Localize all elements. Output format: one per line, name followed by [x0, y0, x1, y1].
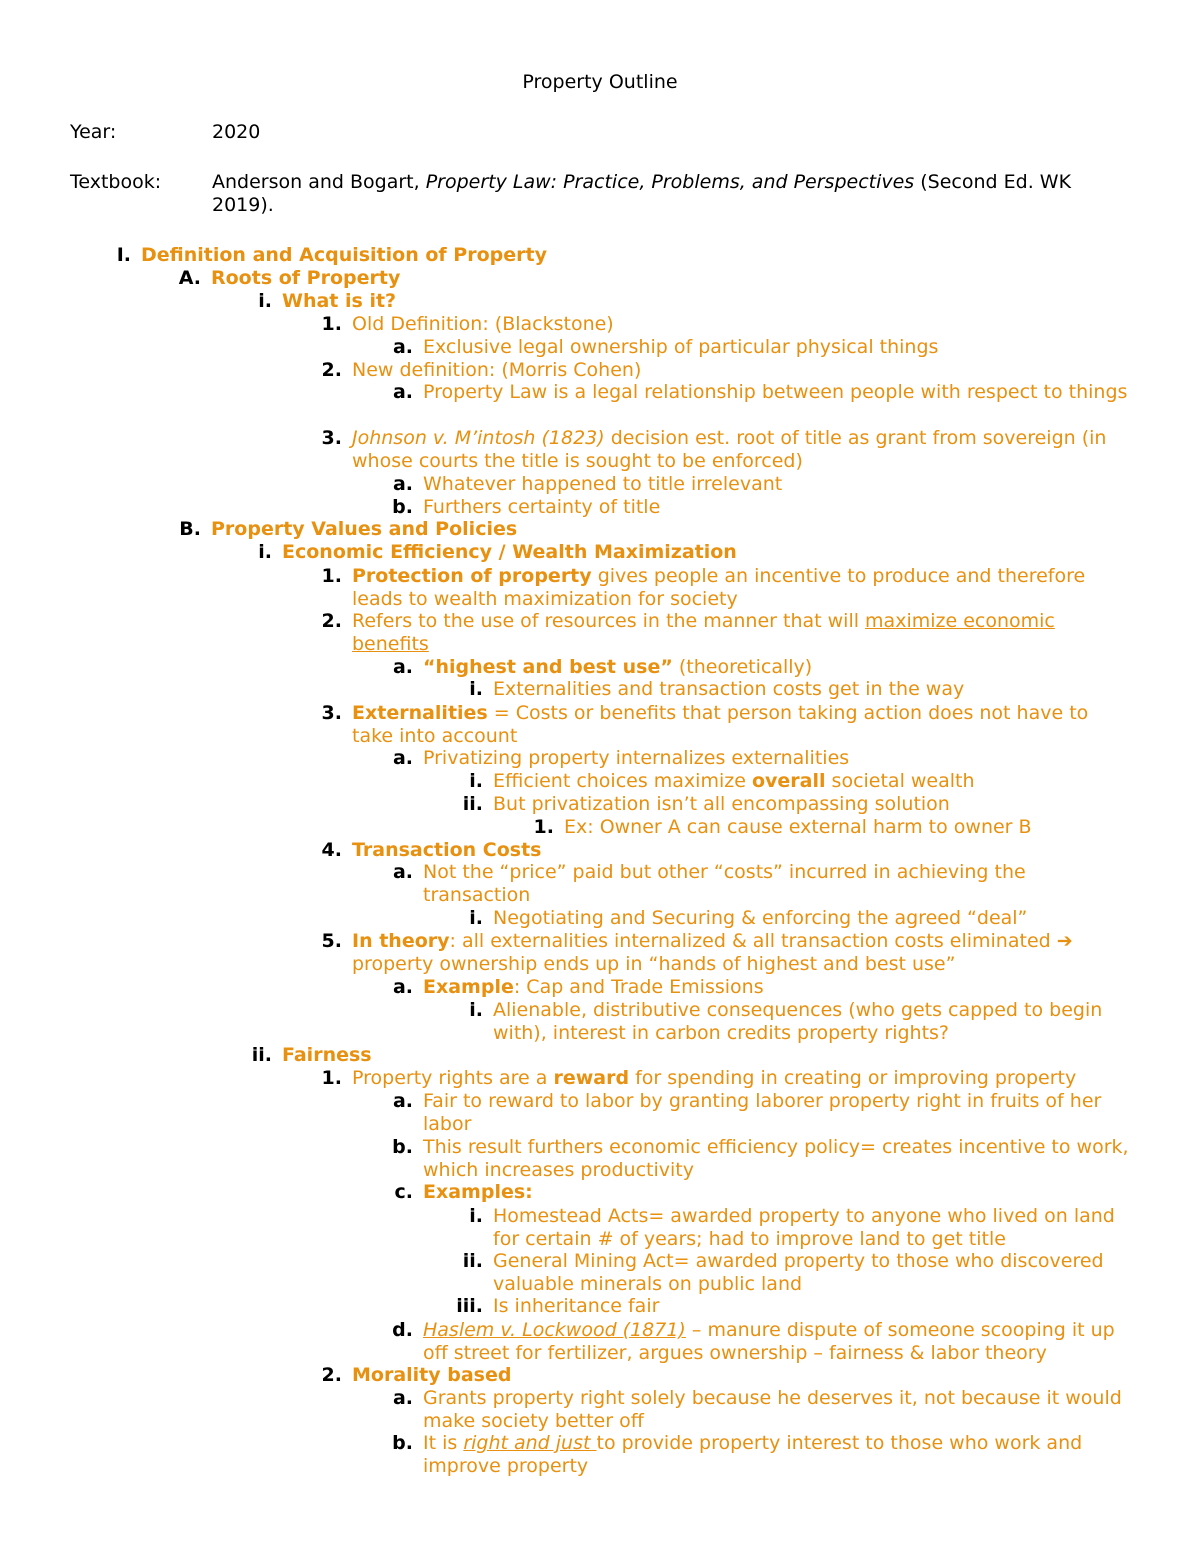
outline-text [352, 930, 1130, 976]
outline-text [352, 702, 1130, 748]
outline-marker: 4. [321, 839, 342, 861]
outline-marker: 3. [321, 427, 342, 449]
outline-item [533, 816, 1130, 839]
textbook-citation [212, 171, 1112, 217]
outline-text-rest: for spending in creating or improving property [629, 1067, 1077, 1089]
outline-text: Property Law is a legal relationship between people with respect to things [423, 381, 1128, 403]
outline-marker: i. [469, 1205, 483, 1227]
outline-item [392, 1387, 1130, 1433]
outline-marker: a. [392, 1090, 413, 1112]
outline-marker: a. [392, 1387, 413, 1409]
outline-text: Furthers certainty of title [423, 496, 661, 518]
case-name: Haslem v. Lockwood (1871) [423, 1319, 686, 1341]
outline-item [392, 1090, 1130, 1136]
textbook-title: Property Law: Practice, Problems, and Perspectives [425, 171, 915, 193]
outline-item [392, 861, 1130, 907]
outline-text [352, 427, 1130, 473]
outline-text: Ex: Owner A can cause external harm to owner B [564, 816, 1032, 838]
outline-marker: 2. [321, 610, 342, 632]
outline-text-rest: societal wealth [825, 770, 975, 792]
outline-marker: d. [392, 1319, 413, 1341]
year-value: 2020 [212, 121, 261, 143]
outline-marker: 2. [321, 1364, 342, 1386]
outline-item [392, 1319, 1130, 1365]
outline-item [392, 1432, 1130, 1478]
outline-marker: 1. [321, 1067, 342, 1089]
document-title: Property Outline [522, 71, 678, 93]
outline-marker: b. [392, 1432, 413, 1454]
outline-text-rest: : Cap and Trade Emissions [513, 976, 764, 998]
outline-text: Privatizing property internalizes externalities [423, 747, 850, 769]
bold-term: In theory [352, 930, 450, 952]
outline-marker: b. [392, 1136, 413, 1158]
outline-item-B [179, 518, 1130, 541]
outline-text: Whatever happened to title irrelevant [423, 473, 783, 495]
outline-item [462, 1250, 1130, 1296]
outline-marker: c. [394, 1181, 413, 1203]
outline-text: Is inheritance fair [493, 1295, 660, 1317]
outline-text-pre: It is [423, 1432, 464, 1454]
outline-marker: a. [392, 336, 413, 358]
outline-text: Externalities and transaction costs get in the way [493, 678, 965, 700]
outline-heading: Economic Efficiency / Wealth Maximization [282, 541, 737, 563]
outline-item [392, 1136, 1130, 1182]
outline-text: Grants property right solely because he deserves it, not because it would make society better off [423, 1387, 1122, 1432]
underlined-phrase: maximize economic benefits [352, 610, 1055, 655]
bold-term: Transaction Costs [352, 839, 542, 861]
emphasized-phrase: right and just [463, 1432, 597, 1454]
outline-marker: a. [392, 381, 413, 403]
outline-item [392, 336, 1130, 359]
outline-item [392, 381, 1130, 404]
outline-item [321, 1364, 1130, 1387]
outline-marker: a. [392, 747, 413, 769]
bold-term: reward [553, 1067, 630, 1089]
outline-marker: B. [179, 518, 201, 540]
outline-text [423, 656, 1130, 679]
outline-text: Exclusive legal ownership of particular physical things [423, 336, 939, 358]
outline-item [469, 999, 1130, 1045]
year-label: Year: [70, 121, 117, 143]
outline-text-rest: = Costs or benefits that person taking action does not have to take into account [352, 702, 1089, 747]
outline-text-rest: to provide property interest to those who work and improve property [423, 1432, 1083, 1477]
outline-text: New definition: (Morris Cohen) [352, 359, 642, 381]
outline-text [352, 610, 1130, 656]
outline-item [469, 907, 1130, 930]
outline-item [392, 976, 1130, 999]
outline-heading: Roots of Property [211, 267, 401, 289]
outline-heading: Definition and Acquisition of Property [141, 244, 547, 266]
outline-item-A-i [258, 290, 1130, 313]
outline-marker: a. [392, 473, 413, 495]
outline-marker: i. [258, 290, 272, 312]
outline-heading: What is it? [282, 290, 397, 312]
outline-item [321, 359, 1130, 382]
outline-marker: i. [469, 770, 483, 792]
outline-text: This result furthers economic efficiency policy= creates incentive to work, which increases productivity [423, 1136, 1129, 1181]
outline-marker: b. [392, 496, 413, 518]
outline-marker: 1. [321, 313, 342, 335]
outline-item-A [178, 267, 1130, 290]
outline-marker: i. [258, 541, 272, 563]
outline-text: Examples: [423, 1181, 533, 1203]
outline-item [321, 313, 1130, 336]
outline-text-rest: – manure dispute of someone scooping it up off street for fertilizer, argues ownership – fairness & labor theory [423, 1319, 1115, 1364]
outline-text-rest: gives people an incentive to produce and therefore leads to wealth maximization for society [352, 565, 1086, 610]
outline-text-rest: (theoretically) [672, 656, 813, 678]
outline-marker: 1. [533, 816, 554, 838]
outline-item [392, 656, 1130, 679]
outline-item [392, 473, 1130, 496]
outline-text: Homestead Acts= awarded property to anyone who lived on land for certain # of years; had to improve land to get title [493, 1205, 1115, 1250]
bold-term: Externalities [352, 702, 488, 724]
textbook-label: Textbook: [70, 171, 162, 193]
outline-marker: 2. [321, 359, 342, 381]
outline-item [321, 565, 1130, 611]
bold-term: overall [751, 770, 826, 792]
outline-marker: a. [392, 976, 413, 998]
outline-text: Old Definition: (Blackstone) [352, 313, 614, 335]
outline-text [423, 1319, 1130, 1365]
outline-item [321, 839, 1130, 862]
outline-text: Negotiating and Securing & enforcing the agreed “deal” [493, 907, 1028, 929]
bold-term: Protection of property [352, 565, 592, 587]
outline-item [321, 930, 1130, 976]
outline-item [456, 1295, 1130, 1318]
outline-text: Fair to reward to labor by granting laborer property right in fruits of her labor [423, 1090, 1102, 1135]
case-name: Johnson v. M’intosh (1823) [352, 427, 605, 449]
outline-text-rest: decision est. root of title as grant from sovereign (in whose courts the title is sought to be enforced) [352, 427, 1107, 472]
outline-item [392, 496, 1130, 519]
outline-item-B-i [258, 541, 1130, 564]
outline-text-rest: Refers to the use of resources in the manner that will [352, 610, 866, 632]
outline-marker: 5. [321, 930, 342, 952]
outline-item [469, 678, 1130, 701]
outline-marker: a. [392, 656, 413, 678]
outline-marker: 3. [321, 702, 342, 724]
outline-item-I [116, 244, 1130, 267]
outline-marker: i. [469, 678, 483, 700]
outline-text: But privatization isn’t all encompassing solution [493, 793, 950, 815]
outline-text-rest: property ownership ends up in “hands of highest and best use” [352, 953, 956, 975]
outline-text: Not the “price” paid but other “costs” incurred in achieving the transaction [423, 861, 1026, 906]
outline-text [493, 770, 1130, 793]
outline-marker: ii. [462, 1250, 483, 1272]
outline-text [423, 1432, 1130, 1478]
outline-marker: I. [116, 244, 131, 266]
arrow-right-icon: ➔ [1056, 930, 1073, 952]
outline-marker: i. [469, 907, 483, 929]
outline-item [321, 702, 1130, 748]
outline-marker: a. [392, 861, 413, 883]
textbook-edition: (Second Ed. WK 2019). [212, 171, 1072, 216]
outline-item [462, 793, 1130, 816]
bold-term: “highest and best use” [423, 656, 673, 678]
outline-item [392, 747, 1130, 770]
textbook-authors: Anderson and Bogart, [212, 171, 426, 193]
outline-text: Alienable, distributive consequences (who gets capped to begin with), interest in carbon credits property rights? [493, 999, 1103, 1044]
outline-marker: ii. [251, 1044, 272, 1066]
outline-marker: ii. [462, 793, 483, 815]
outline-item [469, 770, 1130, 793]
outline-item [321, 610, 1130, 656]
outline-item [321, 427, 1130, 473]
outline-text-pre: Efficient choices maximize [493, 770, 752, 792]
outline-item [321, 1067, 1130, 1090]
outline-text-rest: : all externalities internalized & all transaction costs eliminated [449, 930, 1057, 952]
outline-text: General Mining Act= awarded property to those who discovered valuable minerals on public land [493, 1250, 1104, 1295]
outline-heading: Property Values and Policies [211, 518, 518, 540]
outline-marker: A. [178, 267, 201, 289]
outline-item [469, 1205, 1130, 1251]
outline-marker: 1. [321, 565, 342, 587]
outline-marker: iii. [456, 1295, 483, 1317]
outline-text [352, 565, 1130, 611]
outline-item [394, 1181, 1130, 1204]
outline-heading: Fairness [282, 1044, 372, 1066]
outline-text: Morality based [352, 1364, 512, 1386]
outline-item-B-ii [251, 1044, 1130, 1067]
outline-marker: i. [469, 999, 483, 1021]
outline-text [352, 1067, 1130, 1090]
outline-text [423, 976, 1130, 999]
bold-term: Example [423, 976, 514, 998]
outline-text-pre: Property rights are a [352, 1067, 554, 1089]
